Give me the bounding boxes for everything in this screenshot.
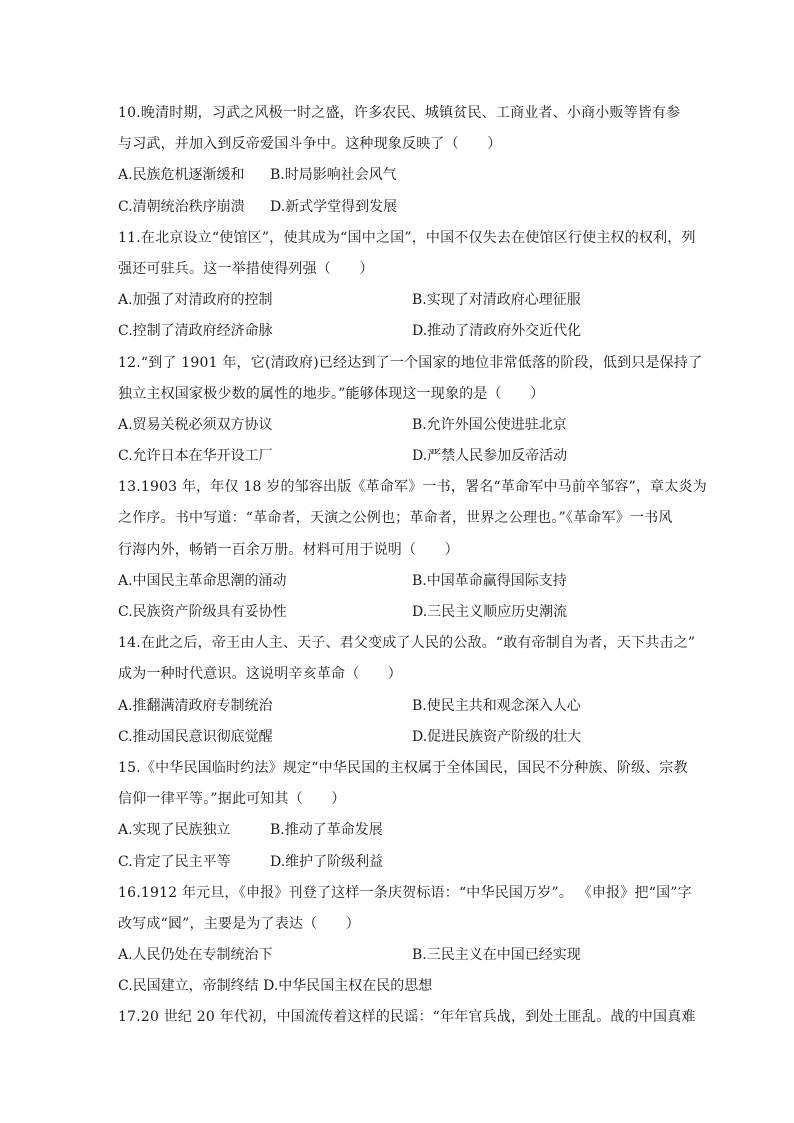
question-11-options-row-1: [118, 285, 678, 316]
question-15-options-row-1: [118, 815, 678, 846]
question-10-option-c: C.清朝统治秩序崩溃: [118, 198, 245, 215]
question-16-option-a: A.人民仍处在专制统治下: [118, 947, 273, 964]
question-14-options-row-1: [118, 691, 678, 722]
question-16-option-c-d: C.民国建立，帝制终结 D.中华民国主权在民的思想: [118, 978, 433, 995]
question-11-option-a: A.加强了对清政府的控制: [118, 292, 273, 309]
question-13-stem-line-3: 行海内外，畅销一百余万册。材料可用于说明（ ）: [118, 541, 459, 558]
question-15: [118, 753, 688, 878]
question-16-options-row-1: [118, 940, 678, 971]
question-10-option-b: B.时局影响社会风气: [270, 167, 397, 184]
question-11-option-c: C.控制了清政府经济命脉: [118, 323, 273, 340]
question-11-options-row-2: [118, 316, 678, 347]
question-10-stem-line-1: 10.晚清时期，习武之风极一时之盛，许多农民、城镇贫民、工商业者、小商小贩等皆有参: [118, 105, 681, 121]
question-13-stem-line-1: 13.1903 年，年仅 18 岁的邹容出版《革命军》一书，署名“革命军中马前卒邹容”，章太炎为: [118, 479, 707, 496]
question-11: [118, 223, 696, 348]
question-13: [118, 472, 707, 628]
question-16-option-b: B.三民主义在中国已经实现: [412, 947, 581, 964]
question-16: [118, 878, 692, 1003]
question-12-options-row-2: [118, 441, 678, 472]
question-14-options-row-2: [118, 722, 678, 753]
question-12-option-c: C.允许日本在华开设工厂: [118, 448, 273, 465]
question-15-option-a: A.实现了民族独立: [118, 822, 231, 839]
question-12-option-a: A.贸易关税必须双方协议: [118, 416, 273, 433]
question-10-option-a: A.民族危机逐渐缓和: [118, 167, 245, 184]
question-12-options-row-1: [118, 410, 678, 441]
question-14-stem-line-1: 14.在此之后，帝王由人主、天子、君父变成了人民的公敌。“敢有帝制自为者，天下共击之”: [118, 635, 696, 652]
question-12-option-d: D.严禁人民参加反帝活动: [412, 448, 568, 465]
question-12-stem-line-2: 独立主权国家极少数的属性的地步。”能够体现这一现象的是（ ）: [118, 385, 545, 402]
question-14-option-c: C.推动国民意识彻底觉醒: [118, 728, 273, 745]
question-10: [118, 98, 681, 223]
question-11-stem-line-1: 11.在北京设立“使馆区”，使其成为“国中之国”，中国不仅失去在使馆区行使主权的权利，列: [118, 229, 696, 246]
question-12-option-b: B.允许外国公使进驻北京: [412, 416, 567, 433]
question-13-option-c: C.民族资产阶级具有妥协性: [118, 604, 287, 620]
question-14-option-a: A.推翻满清政府专制统治: [118, 697, 273, 714]
exam-page: [118, 98, 707, 1034]
question-13-option-a: A.中国民主革命思潮的涌动: [118, 572, 287, 589]
question-16-stem-line-1: 16.1912 年元旦，《申报》刊登了这样一条庆贺标语：“中华民国万岁”。 《申报》把“国”字: [118, 884, 692, 901]
question-14-option-d: D.促进民族资产阶级的壮大: [412, 728, 582, 745]
question-13-options-row-2: [118, 597, 678, 628]
question-10-stem-line-2: 与习武，并加入到反帝爱国斗争中。这种现象反映了（ ）: [118, 136, 502, 153]
question-16-options-row-2: [118, 971, 678, 1002]
question-15-option-c: C.肯定了民主平等: [118, 853, 231, 870]
question-15-option-b: B.推动了革命发展: [270, 822, 383, 839]
question-11-option-d: D.推动了清政府外交近代化: [412, 323, 582, 340]
question-15-options-row-2: [118, 847, 678, 878]
question-14: [118, 628, 696, 753]
question-13-option-b: B.中国革命赢得国际支持: [412, 572, 567, 589]
question-11-stem-line-2: 强还可驻兵。这一举措使得列强（ ）: [118, 260, 374, 277]
question-15-stem-line-2: 信仰一律平等。”据此可知其（ ）: [118, 791, 346, 808]
question-10-options-row-1: [118, 160, 678, 191]
question-16-stem-line-2: 改写成“囻”，主要是为了表达（ ）: [118, 915, 360, 932]
question-13-options-row-1: [118, 566, 678, 597]
question-12: [118, 348, 703, 473]
question-14-option-b: B.使民主共和观念深入人心: [412, 697, 581, 714]
question-13-option-d: D.三民主义顺应历史潮流: [412, 604, 568, 620]
question-14-stem-line-2: 成为一种时代意识。这说明辛亥革命（ ）: [118, 666, 402, 683]
question-17-stem-line-1: 17.20 世纪 20 年代初，中国流传着这样的民谣：“年年官兵战，到处土匪乱。战的中国真难: [118, 1009, 696, 1026]
question-15-stem-line-1: 15.《中华民国临时约法》规定“中华民国的主权属于全体国民，国民不分种族、阶级、宗教: [118, 759, 688, 776]
question-11-option-b: B.实现了对清政府心理征服: [412, 292, 581, 309]
question-10-option-d: D.新式学堂得到发展: [270, 198, 398, 215]
question-15-option-d: D.维护了阶级利益: [270, 853, 384, 870]
question-12-stem-line-1: 12.“到了 1901 年，它(清政府)已经达到了一个国家的地位非常低落的阶段，低到只是保持了: [118, 354, 703, 371]
question-17: [118, 1002, 696, 1033]
question-13-stem-line-2: 之作序。书中写道：“革命者，天演之公例也；革命者，世界之公理也。”《革命军》一书风: [118, 510, 673, 527]
question-10-options-row-2: [118, 192, 678, 223]
